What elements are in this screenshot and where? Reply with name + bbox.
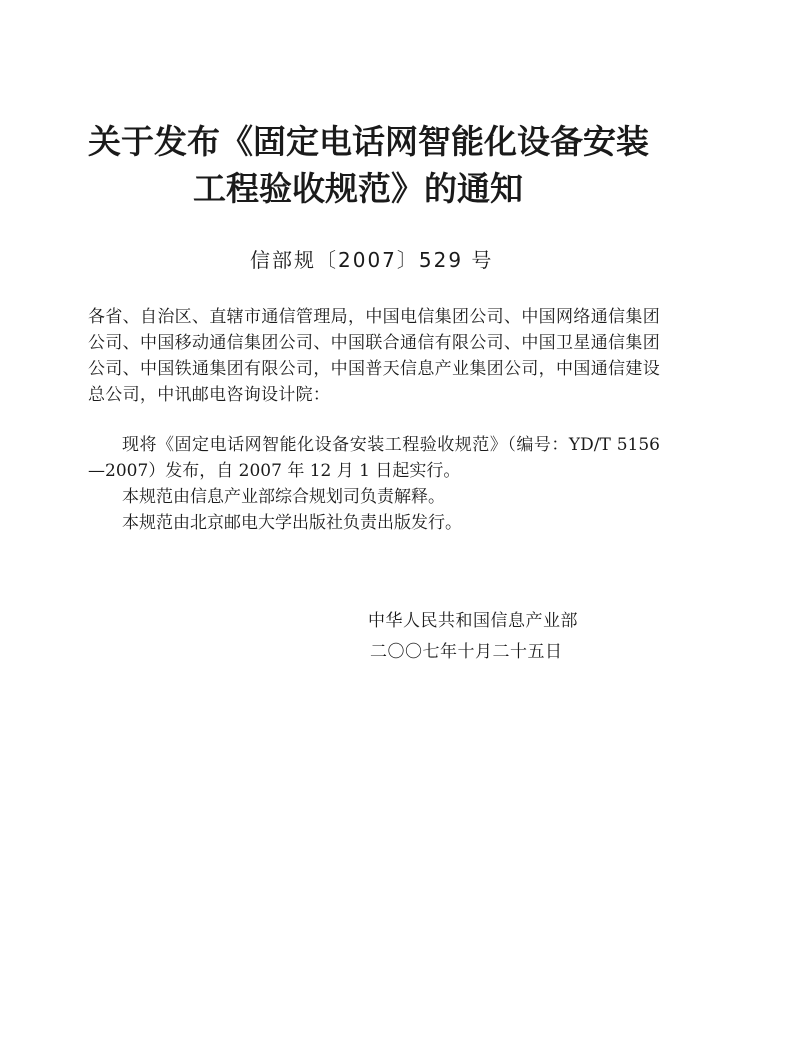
- paragraph-publisher: 本规范由北京邮电大学出版社负责出版发行。: [122, 513, 462, 533]
- issuer-signature: 中华人民共和国信息产业部: [368, 611, 578, 631]
- title-line-2: 工程验收规范》的通知: [193, 169, 523, 208]
- issue-date: 二〇〇七年十月二十五日: [370, 642, 563, 662]
- paragraph-publish: 现将《固定电话网智能化设备安装工程验收规范》（编号：YD/T 5156—2007）发布，自 2007 年 12 月 1 日起实行。: [88, 435, 660, 481]
- addressee: 各省、自治区、直辖市通信管理局，中国电信集团公司、中国网络通信集团公司、中国移动通信集团公司、中国联合通信有限公司、中国卫星通信集团公司、中国铁通集团有限公司，中国普天信息产业集团公司，中国通信建设总公司，中讯邮电咨询设计院：: [88, 307, 660, 405]
- title-line-1: 关于发布《固定电话网智能化设备安装: [88, 122, 649, 161]
- document-number: 信部规〔2007〕529 号: [250, 248, 494, 272]
- paragraph-interpretation: 本规范由信息产业部综合规划司负责解释。: [122, 487, 445, 507]
